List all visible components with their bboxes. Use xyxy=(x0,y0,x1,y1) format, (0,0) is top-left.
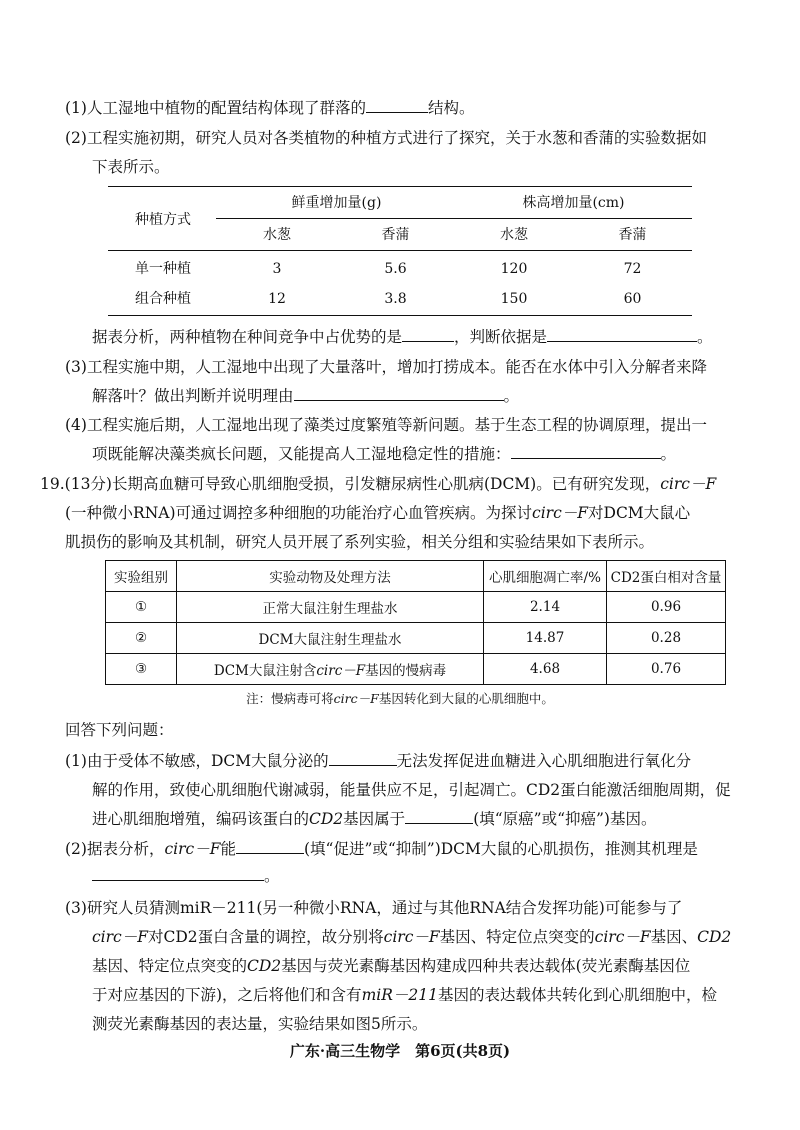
q19-sub3-text-3: 基因、 xyxy=(650,928,698,946)
page-footer: 广东·高三生物学 第6页(共8页) xyxy=(289,1042,511,1060)
q19-sub1-text-2: 无法发挥促进血糖进入心肌细胞进行氧化分 xyxy=(396,752,692,770)
method-text: DCM大鼠注射含 xyxy=(213,663,317,679)
table-cell: 60 xyxy=(623,291,642,307)
table-header: 实验动物及处理方法 xyxy=(177,561,484,592)
q18-part2-line2: 下表所示。 xyxy=(92,158,170,176)
table-cell-method xyxy=(177,623,484,654)
q19-sub1-text: (1)由于受体不敏感，DCM大鼠分泌的 xyxy=(65,752,329,770)
note-term: circ－F xyxy=(333,691,379,706)
answer-blank[interactable] xyxy=(329,751,397,766)
answer-prompt: 回答下列问题： xyxy=(65,721,174,739)
q19-sub1-text-2: 基因属于 xyxy=(343,810,406,828)
table-header: 心肌细胞凋亡率/% xyxy=(484,561,607,592)
table-cell: 120 xyxy=(500,261,528,277)
q18-analysis-text: 据表分析，两种植物在种间竞争中占优势的是 xyxy=(92,328,403,346)
table-header-row xyxy=(106,561,726,592)
table-cell-cd2: 0.76 xyxy=(607,654,726,685)
table-subheader: 香蒲 xyxy=(381,227,410,243)
table-mid-rule xyxy=(108,250,692,251)
q19-intro-line2 xyxy=(65,503,690,523)
q19-sub3-text-2: 基因与荧光素酶基因构建成四种共表达载体(荧光素酶基因位 xyxy=(281,957,691,975)
experiment-table xyxy=(105,560,726,685)
table-cell: 12 xyxy=(268,291,286,307)
table-cell-method xyxy=(177,654,484,685)
q18-analysis-text-end: 。 xyxy=(697,328,713,346)
table-subheader: 香蒲 xyxy=(618,227,647,243)
table-subheader: 水葱 xyxy=(500,227,528,243)
table-bottom-rule xyxy=(108,315,692,316)
q19-sub3-line5: 测荧光素酶基因的表达量，实验结果如图5所示。 xyxy=(92,1015,428,1033)
planting-table xyxy=(108,186,692,316)
q19-sub3-text: 基因、特定位点突变的 xyxy=(92,957,248,975)
q18-part1-text-end: 结构。 xyxy=(427,99,475,117)
question-number: 19. xyxy=(40,475,65,493)
q19-sub1-text: 进心肌细胞增殖，编码该蛋白的 xyxy=(92,810,310,828)
table-cell-rate: 4.68 xyxy=(484,654,607,685)
q19-sub3-text: 对CD2蛋白含量的调控，故分别将 xyxy=(147,928,384,946)
q18-part4-end: 。 xyxy=(660,445,677,463)
table-cell-method xyxy=(177,592,484,623)
gene-term: CD2 xyxy=(247,957,282,975)
table-cell: 150 xyxy=(500,291,528,307)
q19-sub2-text-2: 能 xyxy=(220,840,236,858)
q19-sub2-line1 xyxy=(65,839,698,859)
q19-intro-text: (一种微小RNA)可通过调控多种细胞的功能治疗心血管疾病。为探讨 xyxy=(65,504,533,522)
q18-part4-text: 项既能解决藻类疯长问题，又能提高人工湿地稳定性的措施： xyxy=(92,445,511,463)
method-text-2: 基因的慢病毒 xyxy=(365,663,447,679)
gene-term: CD2 xyxy=(697,928,732,946)
gene-term: circ－F xyxy=(594,928,651,946)
q19-intro-text: (13分)长期高血糖可导致心肌细胞受损，引发糖尿病性心肌病(DCM)。已有研究发现， xyxy=(64,475,661,493)
table-top-rule xyxy=(108,186,692,187)
gene-term: CD2 xyxy=(309,810,344,828)
q18-analysis-text-2: ，判断依据是 xyxy=(454,328,548,346)
gene-term: miR－211 xyxy=(361,986,438,1004)
q19-intro-term: circ－F xyxy=(660,475,717,493)
gene-term: circ－F xyxy=(164,840,221,858)
q19-intro-line3: 肌损伤的影响及其机制，研究人员开展了系列实验，相关分组和实验结果如下表所示。 xyxy=(65,533,655,551)
table-cell-group: ① xyxy=(106,592,177,623)
table-row-label: 组合种植 xyxy=(135,291,191,307)
q18-part3-text: 解落叶？做出判断并说明理由 xyxy=(92,387,294,405)
q19-sub3-text-2: 基因、特定位点突变的 xyxy=(439,928,595,946)
table-cell: 72 xyxy=(623,261,642,277)
q19-sub3-line4 xyxy=(92,985,717,1005)
note-text-2: 基因转化到大鼠的心肌细胞中。 xyxy=(378,691,554,706)
gene-term: circ－F xyxy=(92,928,148,946)
table-header-method: 种植方式 xyxy=(135,212,191,228)
q19-sub3-text: 于对应基因的下游)，之后将他们和含有 xyxy=(92,986,362,1004)
q19-intro-line1 xyxy=(40,474,716,494)
answer-blank[interactable] xyxy=(402,327,454,342)
q18-analysis xyxy=(92,327,713,347)
table-row xyxy=(106,654,726,685)
table-cell-rate: 14.87 xyxy=(484,623,607,654)
q18-part2-line1: (2)工程实施初期，研究人员对各类植物的种植方式进行了探究，关于水葱和香蒲的实验数据如 xyxy=(65,129,707,147)
table-cell-group: ② xyxy=(106,623,177,654)
q18-part3-line2 xyxy=(92,386,519,406)
table-cell: 3 xyxy=(272,261,282,277)
method-text: 正常大鼠注射生理盐水 xyxy=(262,601,398,617)
q19-sub2-text: (2)据表分析， xyxy=(65,840,165,858)
q19-sub3-line1: (3)研究人员猜测miR－211(另一种微小RNA，通过与其他RNA结合发挥功能)可能参与了 xyxy=(65,899,683,917)
table-cell-rate: 2.14 xyxy=(484,592,607,623)
table-sub-rule xyxy=(216,218,692,219)
table-subheader: 水葱 xyxy=(263,227,291,243)
answer-blank[interactable] xyxy=(366,98,428,113)
q19-sub1-line2: 解的作用，致使心肌细胞代谢减弱，能量供应不足，引起凋亡。CD2蛋白能激活细胞周期，促 xyxy=(92,781,731,799)
q19-sub3-text-2: 基因的表达载体共转化到心肌细胞中，检 xyxy=(437,986,717,1004)
answer-blank[interactable] xyxy=(405,809,473,824)
q19-sub3-line3 xyxy=(92,956,690,976)
q18-part3-line1: (3)工程实施中期，人工湿地中出现了大量落叶，增加打捞成本。能否在水体中引入分解者来降 xyxy=(65,358,707,376)
q18-part4-line1: (4)工程实施后期，人工湿地出现了藻类过度繁殖等新问题。基于生态工程的协调原理，提出一 xyxy=(65,416,707,434)
table-header-height: 株高增加量(cm) xyxy=(522,195,625,211)
table-header: CD2蛋白相对含量 xyxy=(607,561,726,592)
gene-term: circ－F xyxy=(383,928,440,946)
answer-blank[interactable] xyxy=(92,866,264,881)
q19-sub2-line2 xyxy=(92,866,280,886)
method-term: circ－F xyxy=(316,663,366,679)
table-header-weight: 鲜重增加量(g) xyxy=(291,195,382,211)
table-row xyxy=(106,592,726,623)
table-cell: 3.8 xyxy=(384,291,407,307)
table-row-label: 单一种植 xyxy=(135,261,191,277)
table-header: 实验组别 xyxy=(106,561,177,592)
q19-sub2-end: 。 xyxy=(264,867,280,885)
method-text: DCM大鼠注射生理盐水 xyxy=(258,632,402,648)
q19-sub1-text-3: (填“原癌”或“抑癌”)基因。 xyxy=(473,810,657,828)
q18-part3-end: 。 xyxy=(503,387,520,405)
q18-part1-text: (1)人工湿地中植物的配置结构体现了群落的 xyxy=(65,99,366,117)
q19-intro-term: circ－F xyxy=(532,504,589,522)
q18-part4-line2 xyxy=(92,444,676,464)
q19-sub2-text-3: (填“促进”或“抑制”)DCM大鼠的心肌损伤，推测其机理是 xyxy=(303,840,698,858)
q19-sub1-line1 xyxy=(65,751,691,771)
table-cell-cd2: 0.96 xyxy=(607,592,726,623)
answer-blank[interactable] xyxy=(236,839,304,854)
table-cell-cd2: 0.28 xyxy=(607,623,726,654)
answer-blank[interactable] xyxy=(511,444,661,459)
answer-blank[interactable] xyxy=(547,327,697,342)
q19-sub3-line2 xyxy=(92,927,731,947)
q19-sub1-line3 xyxy=(92,809,656,829)
answer-blank[interactable] xyxy=(294,386,504,401)
q18-part1 xyxy=(65,98,474,118)
table-note xyxy=(0,689,800,707)
q19-intro-text-2: 对DCM大鼠心 xyxy=(588,504,691,522)
note-text: 注：慢病毒可将 xyxy=(246,691,334,706)
table-cell-group: ③ xyxy=(106,654,177,685)
table-row xyxy=(106,623,726,654)
table-cell: 5.6 xyxy=(384,261,407,277)
